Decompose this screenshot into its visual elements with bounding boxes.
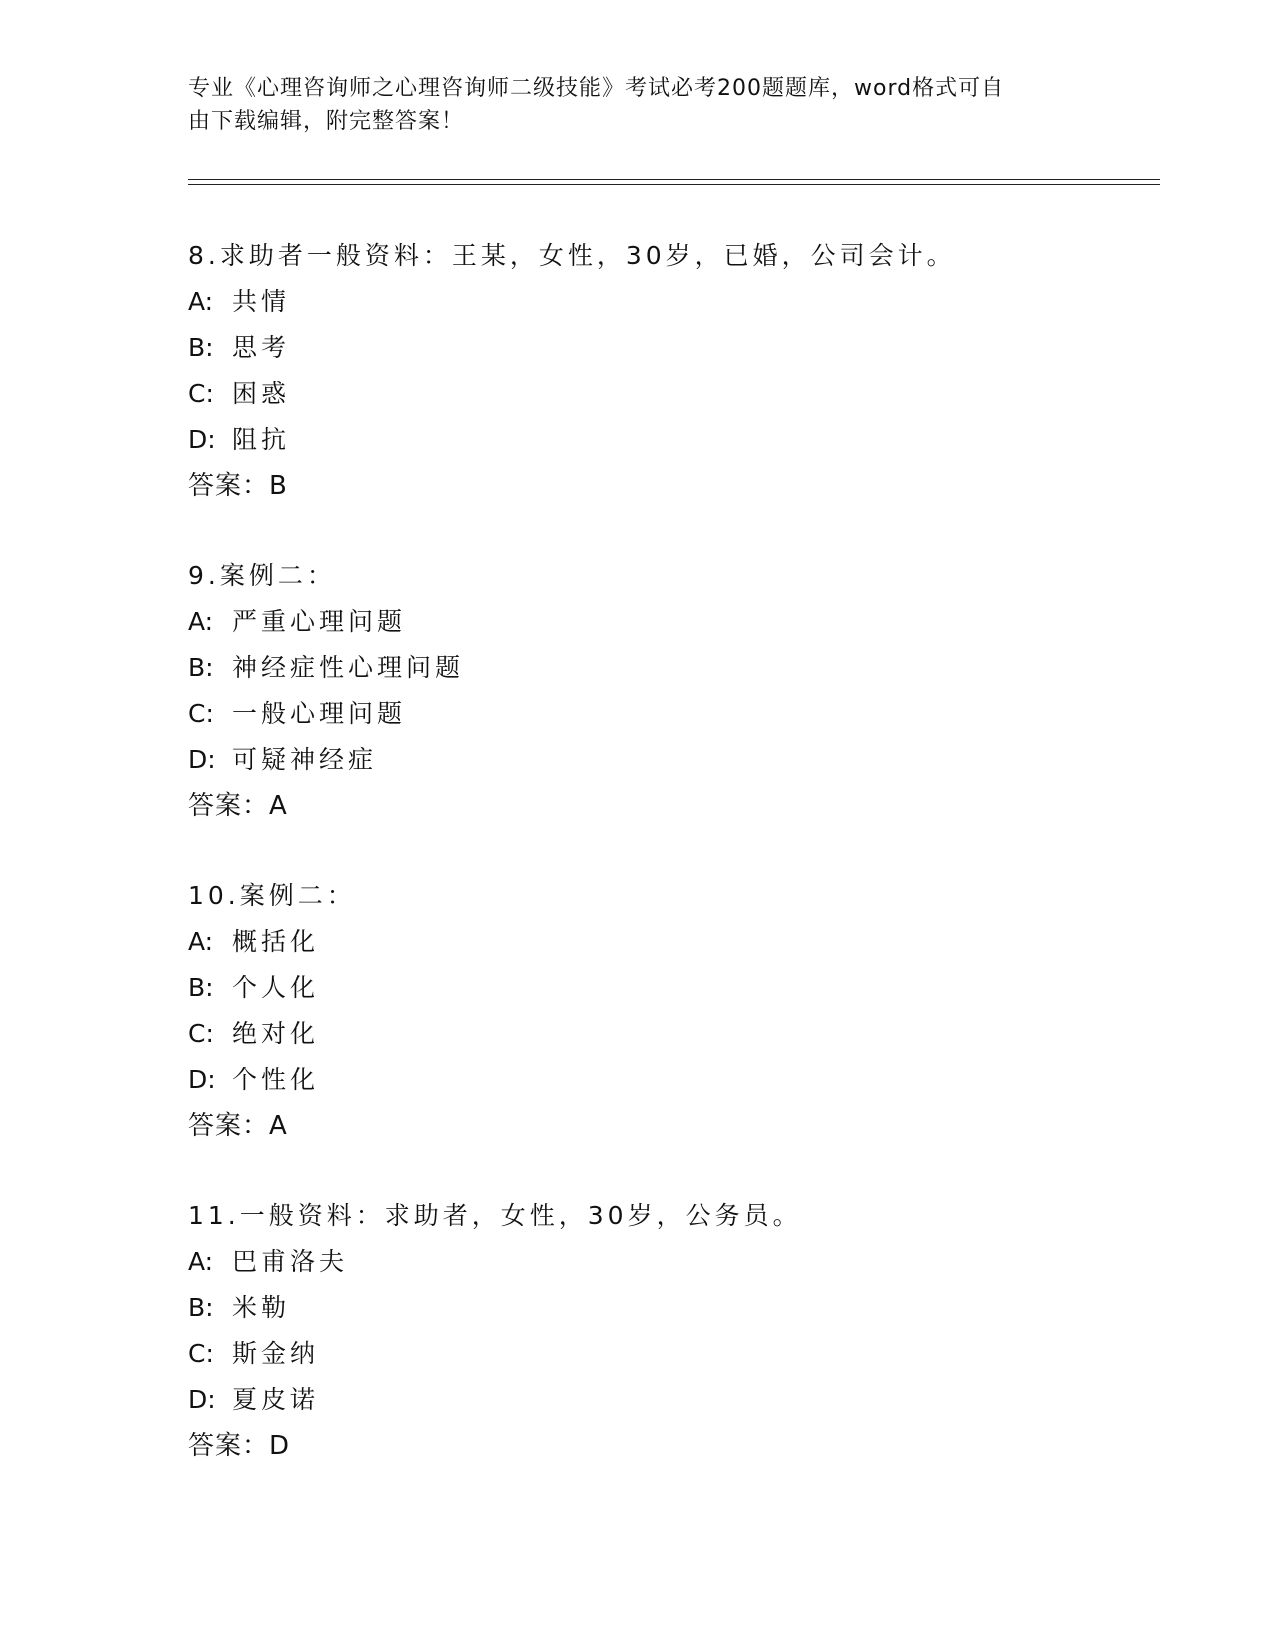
option-b: [188, 965, 1160, 1011]
option-text: 阻抗: [232, 425, 291, 454]
option-key: B:: [188, 333, 214, 362]
option-text: 巴甫洛夫: [232, 1247, 349, 1276]
option-text: 绝对化: [232, 1019, 320, 1048]
option-a: [188, 599, 1160, 645]
option-c: [188, 371, 1160, 417]
option-text: 困惑: [232, 379, 291, 408]
question-8: [188, 233, 1160, 553]
option-key: C:: [188, 1339, 214, 1368]
option-d: [188, 417, 1160, 463]
question-list: [188, 233, 1160, 1513]
option-text: 共情: [232, 287, 291, 316]
option-d: [188, 1057, 1160, 1103]
question-stem: 10.案例二：: [188, 881, 356, 910]
option-b: [188, 1285, 1160, 1331]
option-key: D:: [188, 745, 216, 774]
question-stem: 11.一般资料：求助者，女性，30岁，公务员。: [188, 1201, 802, 1230]
option-key: A:: [188, 1247, 214, 1276]
option-key: A:: [188, 927, 214, 956]
answer-line: 答案：B: [188, 471, 288, 501]
answer-line: 答案：A: [188, 791, 288, 821]
question-11: [188, 1193, 1160, 1513]
option-c: [188, 691, 1160, 737]
option-key: B:: [188, 653, 214, 682]
document-header: [188, 72, 1068, 138]
option-text: 夏皮诺: [232, 1385, 320, 1414]
option-d: [188, 737, 1160, 783]
question-10: [188, 873, 1160, 1193]
header-line-2: 由下载编辑，附完整答案！: [188, 109, 465, 134]
option-text: 个性化: [232, 1065, 320, 1094]
option-a: [188, 279, 1160, 325]
answer-line: 答案：D: [188, 1431, 291, 1461]
option-key: B:: [188, 973, 214, 1002]
option-key: C:: [188, 1019, 214, 1048]
option-key: C:: [188, 699, 214, 728]
option-key: D:: [188, 425, 216, 454]
option-key: C:: [188, 379, 214, 408]
option-text: 米勒: [232, 1293, 291, 1322]
answer-line: 答案：A: [188, 1111, 288, 1141]
option-text: 神经症性心理问题: [232, 653, 465, 682]
option-c: [188, 1011, 1160, 1057]
header-divider: [188, 179, 1160, 185]
option-text: 可疑神经症: [232, 745, 378, 774]
option-key: A:: [188, 607, 214, 636]
option-text: 斯金纳: [232, 1339, 320, 1368]
option-key: A:: [188, 287, 214, 316]
option-a: [188, 919, 1160, 965]
header-line-1: 专业《心理咨询师之心理咨询师二级技能》考试必考200题题库，word格式可自: [188, 76, 1005, 101]
option-key: D:: [188, 1385, 216, 1414]
option-b: [188, 645, 1160, 691]
question-stem: 8.求助者一般资料：王某，女性，30岁，已婚，公司会计。: [188, 241, 956, 270]
option-d: [188, 1377, 1160, 1423]
option-key: D:: [188, 1065, 216, 1094]
question-stem: 9.案例二：: [188, 561, 336, 590]
option-text: 概括化: [232, 927, 320, 956]
question-9: [188, 553, 1160, 873]
option-text: 一般心理问题: [232, 699, 407, 728]
option-text: 严重心理问题: [232, 607, 407, 636]
option-text: 个人化: [232, 973, 320, 1002]
option-b: [188, 325, 1160, 371]
option-a: [188, 1239, 1160, 1285]
option-c: [188, 1331, 1160, 1377]
option-key: B:: [188, 1293, 214, 1322]
option-text: 思考: [232, 333, 291, 362]
